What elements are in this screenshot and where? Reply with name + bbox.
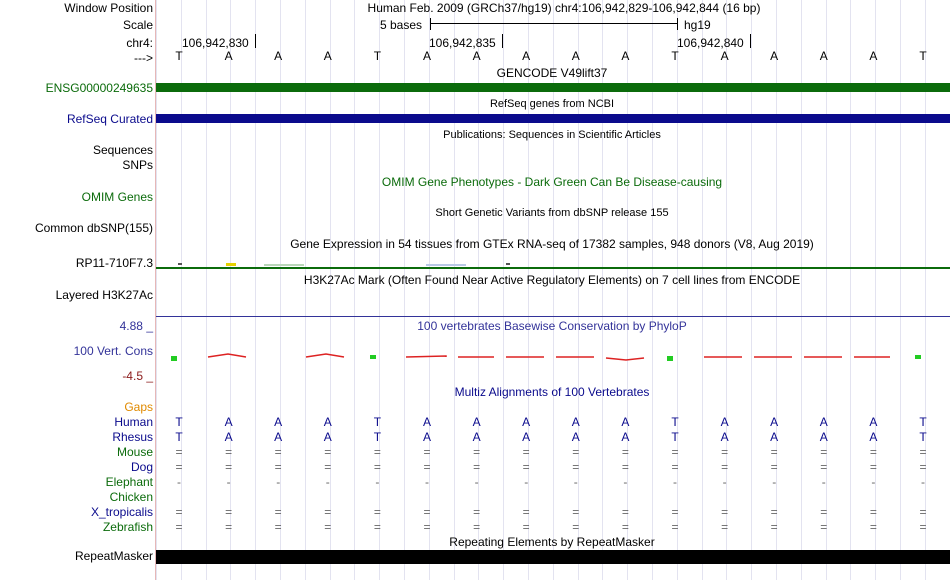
cons-score-mark [406, 356, 446, 357]
alignment-base: = [671, 445, 679, 459]
alignment-base: = [869, 460, 877, 474]
alignment-base: - [524, 475, 529, 489]
alignment-base: = [919, 520, 927, 534]
alignment-base: A [323, 415, 332, 429]
alignment-base: - [772, 475, 777, 489]
alignment-base: = [225, 460, 233, 474]
alignment-base: = [919, 460, 927, 474]
alignment-base: - [325, 475, 330, 489]
alignment-base: = [423, 445, 431, 459]
alignment-base: A [274, 430, 283, 444]
alignment-base: = [721, 445, 729, 459]
chrom-label: chr4: [126, 36, 153, 50]
alignment-base: = [820, 445, 828, 459]
species-label: Human [114, 415, 153, 429]
alignment-base: - [226, 475, 231, 489]
cons-score-mark [915, 355, 921, 359]
alignment-base: = [770, 460, 778, 474]
alignment-base: T [919, 430, 927, 444]
alignment-base: = [820, 520, 828, 534]
alignment-base: = [621, 460, 629, 474]
alignment-base: = [473, 505, 481, 519]
refseq-track-title: RefSeq genes from NCBI [489, 98, 615, 110]
h3k27ac-track-title: H3K27Ac Mark (Often Found Near Active Regulatory Elements) on 7 cell lines from ENCODE [303, 273, 801, 287]
cons-min-label: -4.5 _ [122, 369, 153, 383]
alignment-base: - [722, 475, 727, 489]
reference-base: A [621, 49, 630, 63]
alignment-base: = [522, 505, 530, 519]
alignment-base: T [373, 415, 382, 429]
species-label: Chicken [109, 490, 153, 504]
refseq-track-label[interactable]: RefSeq Curated [66, 112, 153, 126]
cons-score-mark [667, 356, 673, 361]
species-label: X_tropicalis [90, 505, 153, 519]
reference-base: A [571, 49, 580, 63]
cons-wiggle[interactable] [156, 345, 950, 367]
alignment-base: = [274, 460, 282, 474]
repeatmasker-track-label[interactable]: RepeatMasker [74, 549, 153, 563]
alignment-base: = [522, 520, 530, 534]
alignment-base: A [323, 430, 332, 444]
alignment-base: - [375, 475, 380, 489]
alignment-base: A [422, 430, 432, 444]
alignment-base: = [225, 445, 233, 459]
species-label: Zebrafish [102, 520, 153, 534]
omim-track-title: OMIM Gene Phenotypes - Dark Green Can Be Disease-causing [381, 175, 723, 189]
position-tick-label: 106,942,835 [429, 36, 496, 50]
alignment-base: - [573, 475, 578, 489]
gtex-tissue-mark [178, 263, 182, 265]
alignment-base: = [869, 505, 877, 519]
alignment-base: T [919, 415, 927, 429]
alignment-base: = [770, 520, 778, 534]
cons-score-mark [606, 358, 644, 360]
alignment-base: T [671, 415, 679, 429]
alignment-base: A [869, 415, 878, 429]
position-tick [502, 34, 503, 48]
alignment-base: A [869, 430, 878, 444]
publications-sequences-label[interactable]: Sequences [92, 143, 153, 157]
scale-bar-right-tick [677, 18, 678, 30]
alignment-base: = [919, 505, 927, 519]
reference-base: A [422, 49, 432, 63]
alignment-base: A [819, 415, 828, 429]
alignment-base: = [770, 445, 778, 459]
alignment-base: A [274, 415, 283, 429]
scale-bar [430, 23, 678, 24]
gtex-tissue-mark [426, 264, 466, 266]
repeatmasker-track-title: Repeating Elements by RepeatMasker [449, 535, 655, 549]
alignment-base: = [373, 445, 381, 459]
scale-db: hg19 [684, 18, 711, 32]
reference-base: A [323, 49, 332, 63]
cons-max-label: 4.88 _ [119, 319, 153, 333]
alignment-base: = [522, 460, 530, 474]
reference-base: T [175, 49, 183, 63]
track-label-column [0, 0, 155, 580]
alignment-base: = [473, 460, 481, 474]
alignment-base: A [522, 430, 531, 444]
alignment-base: = [572, 520, 580, 534]
assembly-position-text: Human Feb. 2009 (GRCh37/hg19) chr4:106,942,829-106,942,844 (16 bp) [367, 1, 761, 15]
cons-score-mark [306, 354, 344, 357]
reference-base: A [224, 49, 233, 63]
reference-base: A [770, 49, 779, 63]
alignment-base: = [473, 445, 481, 459]
dbsnp-track-title: Short Genetic Variants from dbSNP release 155 [435, 207, 669, 219]
gaps-label[interactable]: Gaps [124, 400, 153, 414]
alignment-base: = [324, 460, 332, 474]
alignment-base: = [225, 505, 233, 519]
alignment-base: - [177, 475, 181, 489]
cons-score-mark [370, 355, 376, 359]
alignment-base: - [921, 475, 925, 489]
alignment-base: - [623, 475, 628, 489]
alignment-base: = [324, 520, 332, 534]
alignment-base: A [472, 415, 481, 429]
alignment-base: = [572, 505, 580, 519]
reference-base: T [373, 49, 382, 63]
alignment-base: = [869, 520, 877, 534]
alignment-base: = [721, 505, 729, 519]
alignment-base: = [423, 505, 431, 519]
reference-base: T [671, 49, 679, 63]
alignment-base: T [175, 430, 183, 444]
alignment-base: = [225, 520, 233, 534]
window-position-label: Window Position [64, 1, 153, 15]
strand-arrow-label: ---> [134, 51, 153, 65]
dbsnp-track-label[interactable]: Common dbSNP(155) [34, 221, 153, 235]
alignment-base: - [474, 475, 479, 489]
refseq-gene-bar[interactable] [156, 114, 950, 123]
cons-score-mark [208, 354, 246, 357]
alignment-base: = [621, 520, 629, 534]
reference-base: A [869, 49, 878, 63]
track-image[interactable] [156, 0, 950, 580]
alignment-base: A [422, 415, 432, 429]
alignment-base: A [224, 415, 233, 429]
alignment-base: = [721, 520, 729, 534]
alignment-base: = [820, 460, 828, 474]
alignment-base: = [324, 505, 332, 519]
alignment-base: = [671, 505, 679, 519]
gencode-track-label[interactable]: ENSG00000249635 [45, 81, 153, 95]
alignment-base: T [671, 430, 679, 444]
alignment-base: A [522, 415, 531, 429]
gtex-baseline [156, 267, 950, 269]
gencode-gene-bar[interactable] [156, 83, 950, 92]
alignment-base: - [821, 475, 826, 489]
reference-base: A [274, 49, 283, 63]
alignment-base: A [571, 415, 580, 429]
alignment-base: = [671, 460, 679, 474]
alignment-base: = [373, 520, 381, 534]
alignment-base: A [819, 430, 828, 444]
position-tick-label: 106,942,830 [182, 36, 249, 50]
species-label: Dog [130, 460, 153, 474]
gtex-tissue-mark [264, 264, 304, 266]
scale-bar-left-tick [430, 18, 431, 30]
alignment-base: - [871, 475, 876, 489]
position-tick [255, 34, 256, 48]
alignment-base: = [373, 460, 381, 474]
alignment-base: = [770, 505, 778, 519]
alignment-base: = [175, 460, 183, 474]
species-label: Rhesus [112, 430, 153, 444]
species-label: Mouse [116, 445, 153, 459]
scale-label: Scale [122, 18, 153, 32]
alignment-base: A [770, 415, 779, 429]
alignment-base: = [621, 505, 629, 519]
alignment-base: = [820, 505, 828, 519]
alignment-base: = [473, 520, 481, 534]
alignment-base: = [423, 520, 431, 534]
position-tick-label: 106,942,840 [677, 36, 744, 50]
alignment-base: = [175, 505, 183, 519]
reference-base: A [522, 49, 531, 63]
reference-base: A [720, 49, 729, 63]
alignment-base: - [673, 475, 677, 489]
cons-score-mark [171, 356, 177, 361]
h3k27ac-track-label[interactable]: Layered H3K27Ac [55, 288, 153, 302]
alignment-base: = [572, 445, 580, 459]
alignment-base: A [621, 415, 630, 429]
alignment-base: A [472, 430, 481, 444]
gtex-tissue-mark [226, 263, 236, 266]
alignment-base: = [522, 445, 530, 459]
alignment-base: A [720, 430, 729, 444]
omim-track-label[interactable]: OMIM Genes [81, 190, 153, 204]
reference-base: A [472, 49, 481, 63]
gtex-tissue-mark [506, 263, 510, 265]
gtex-track-title: Gene Expression in 54 tissues from GTEx RNA-seq of 17382 samples, 948 donors (V8, Aug 2019) [290, 237, 814, 251]
species-label: Elephant [105, 475, 153, 489]
alignment-base: = [274, 505, 282, 519]
gencode-track-title: GENCODE V49lift37 [496, 66, 608, 80]
alignment-base: = [175, 520, 183, 534]
alignment-base: = [274, 445, 282, 459]
publications-track-title: Publications: Sequences in Scientific Articles [443, 129, 661, 141]
alignment-base: = [373, 505, 381, 519]
multiz-track-title: Multiz Alignments of 100 Vertebrates [454, 385, 650, 399]
reference-base: A [819, 49, 828, 63]
alignment-base: A [621, 430, 630, 444]
h3k27ac-baseline [156, 316, 950, 317]
reference-base: T [919, 49, 927, 63]
alignment-base: - [276, 475, 281, 489]
alignment-base: = [324, 445, 332, 459]
cons-track-title: 100 vertebrates Basewise Conservation by PhyloP [417, 319, 687, 333]
alignment-base: A [720, 415, 729, 429]
alignment-base: - [425, 475, 429, 489]
alignment-base: = [869, 445, 877, 459]
alignment-base: = [175, 445, 183, 459]
alignment-base: A [571, 430, 580, 444]
alignment-base: A [224, 430, 233, 444]
repeatmasker-element-bar[interactable] [156, 550, 950, 564]
publications-snps-label[interactable]: SNPs [122, 158, 153, 172]
alignment-base: = [919, 445, 927, 459]
alignment-base: = [671, 520, 679, 534]
scale-text: 5 bases [380, 18, 423, 32]
position-tick [750, 34, 751, 48]
cons-track-label[interactable]: 100 Vert. Cons [73, 344, 153, 358]
alignment-base: = [423, 460, 431, 474]
alignment-base: = [572, 460, 580, 474]
alignment-base: = [721, 460, 729, 474]
gtex-track-label[interactable]: RP11-710F7.3 [75, 256, 153, 270]
alignment-base: A [770, 430, 779, 444]
alignment-base: = [621, 445, 629, 459]
alignment-base: = [274, 520, 282, 534]
alignment-base: T [175, 415, 183, 429]
alignment-base: T [373, 430, 382, 444]
